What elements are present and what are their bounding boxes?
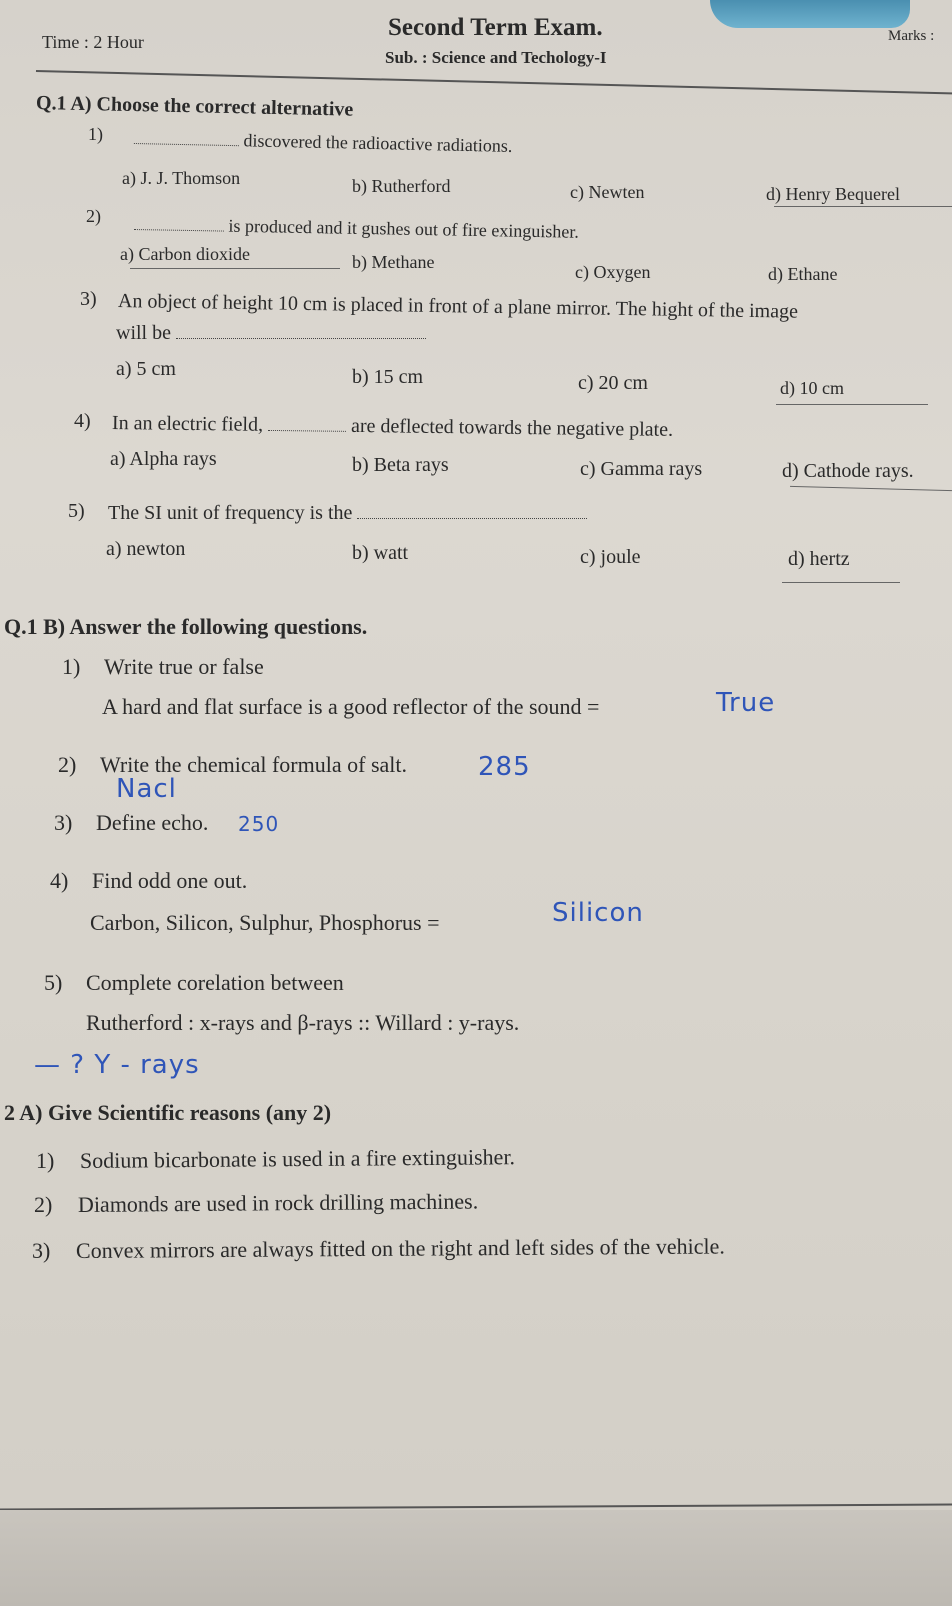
answer-underline xyxy=(782,582,900,583)
page-bottom xyxy=(0,1510,952,1606)
exam-marks: Marks : xyxy=(888,28,935,44)
q1b-heading: Q.1 B) Answer the following questions. xyxy=(4,614,368,639)
exam-time: Time : 2 Hour xyxy=(42,32,144,52)
handwritten-note: 250 xyxy=(238,812,280,836)
clip-icon xyxy=(710,0,910,28)
q2a-heading: 2 A) Give Scientific reasons (any 2) xyxy=(4,1100,332,1125)
answer-underline xyxy=(790,486,952,491)
handwritten-note: 285 xyxy=(478,752,531,782)
exam-paper: Second Term Exam. Time : 2 Hour Sub. : Science and Techology-I Marks : Q.1 A) Choose the correct alternative 1) discovered the radioactive radiations. a) J. J. Thomson b) Rutherford c) Newten d) Henry Bequerel 2) is produced and it gushes out of fire exinguisher. a) Carbon dioxide b) Methane c) Oxygen d) Ethane 3) An object of height 10 cm is placed in front of a plane mirror. The hight of the image will be a) 5 cm b) 15 cm c) 20 cm d) 10 cm 4) In an electric field, are deflected towards the negative plate. a) Alpha rays b) Beta rays c) Gamma rays d) Cathode rays. 5) The SI unit of frequency is the a) newton b) watt c) joule d) hertz Q.1 B) Answer the following questions. 1) Write true or false A hard and flat surface is a good reflector of the sound = True 2) Write the chemical formula of salt. 285 Nacl 3) Define echo. 250 4) Find odd one out. Carbon, Silicon, Sulphur, Phosphorus = Silicon 5) Complete corelation between Rutherford : x-rays and β-rays :: Willard : y-rays. — ? Y - rays 2 A) Give Scientific reasons (any 2) 1) Sodium bicarbonate is used in a fire extinguisher. 2) Diamonds are used in rock drilling machines. 3) Convex mirrors are always fitted on the right and left sides of the vehicle. xyxy=(0,0,952,1606)
q1a-heading: Q.1 A) Choose the correct alternative xyxy=(35,92,354,121)
handwritten-answer: True xyxy=(716,688,776,718)
answer-underline xyxy=(776,404,928,405)
answer-underline xyxy=(130,268,340,269)
exam-title: Second Term Exam. xyxy=(388,14,603,41)
handwritten-answer: Silicon xyxy=(552,898,644,928)
header-divider xyxy=(36,70,952,94)
answer-underline xyxy=(774,206,952,207)
handwritten-answer: — ? Y - rays xyxy=(34,1050,200,1080)
exam-subject: Sub. : Science and Techology-I xyxy=(385,48,607,67)
handwritten-answer: Nacl xyxy=(116,774,177,804)
